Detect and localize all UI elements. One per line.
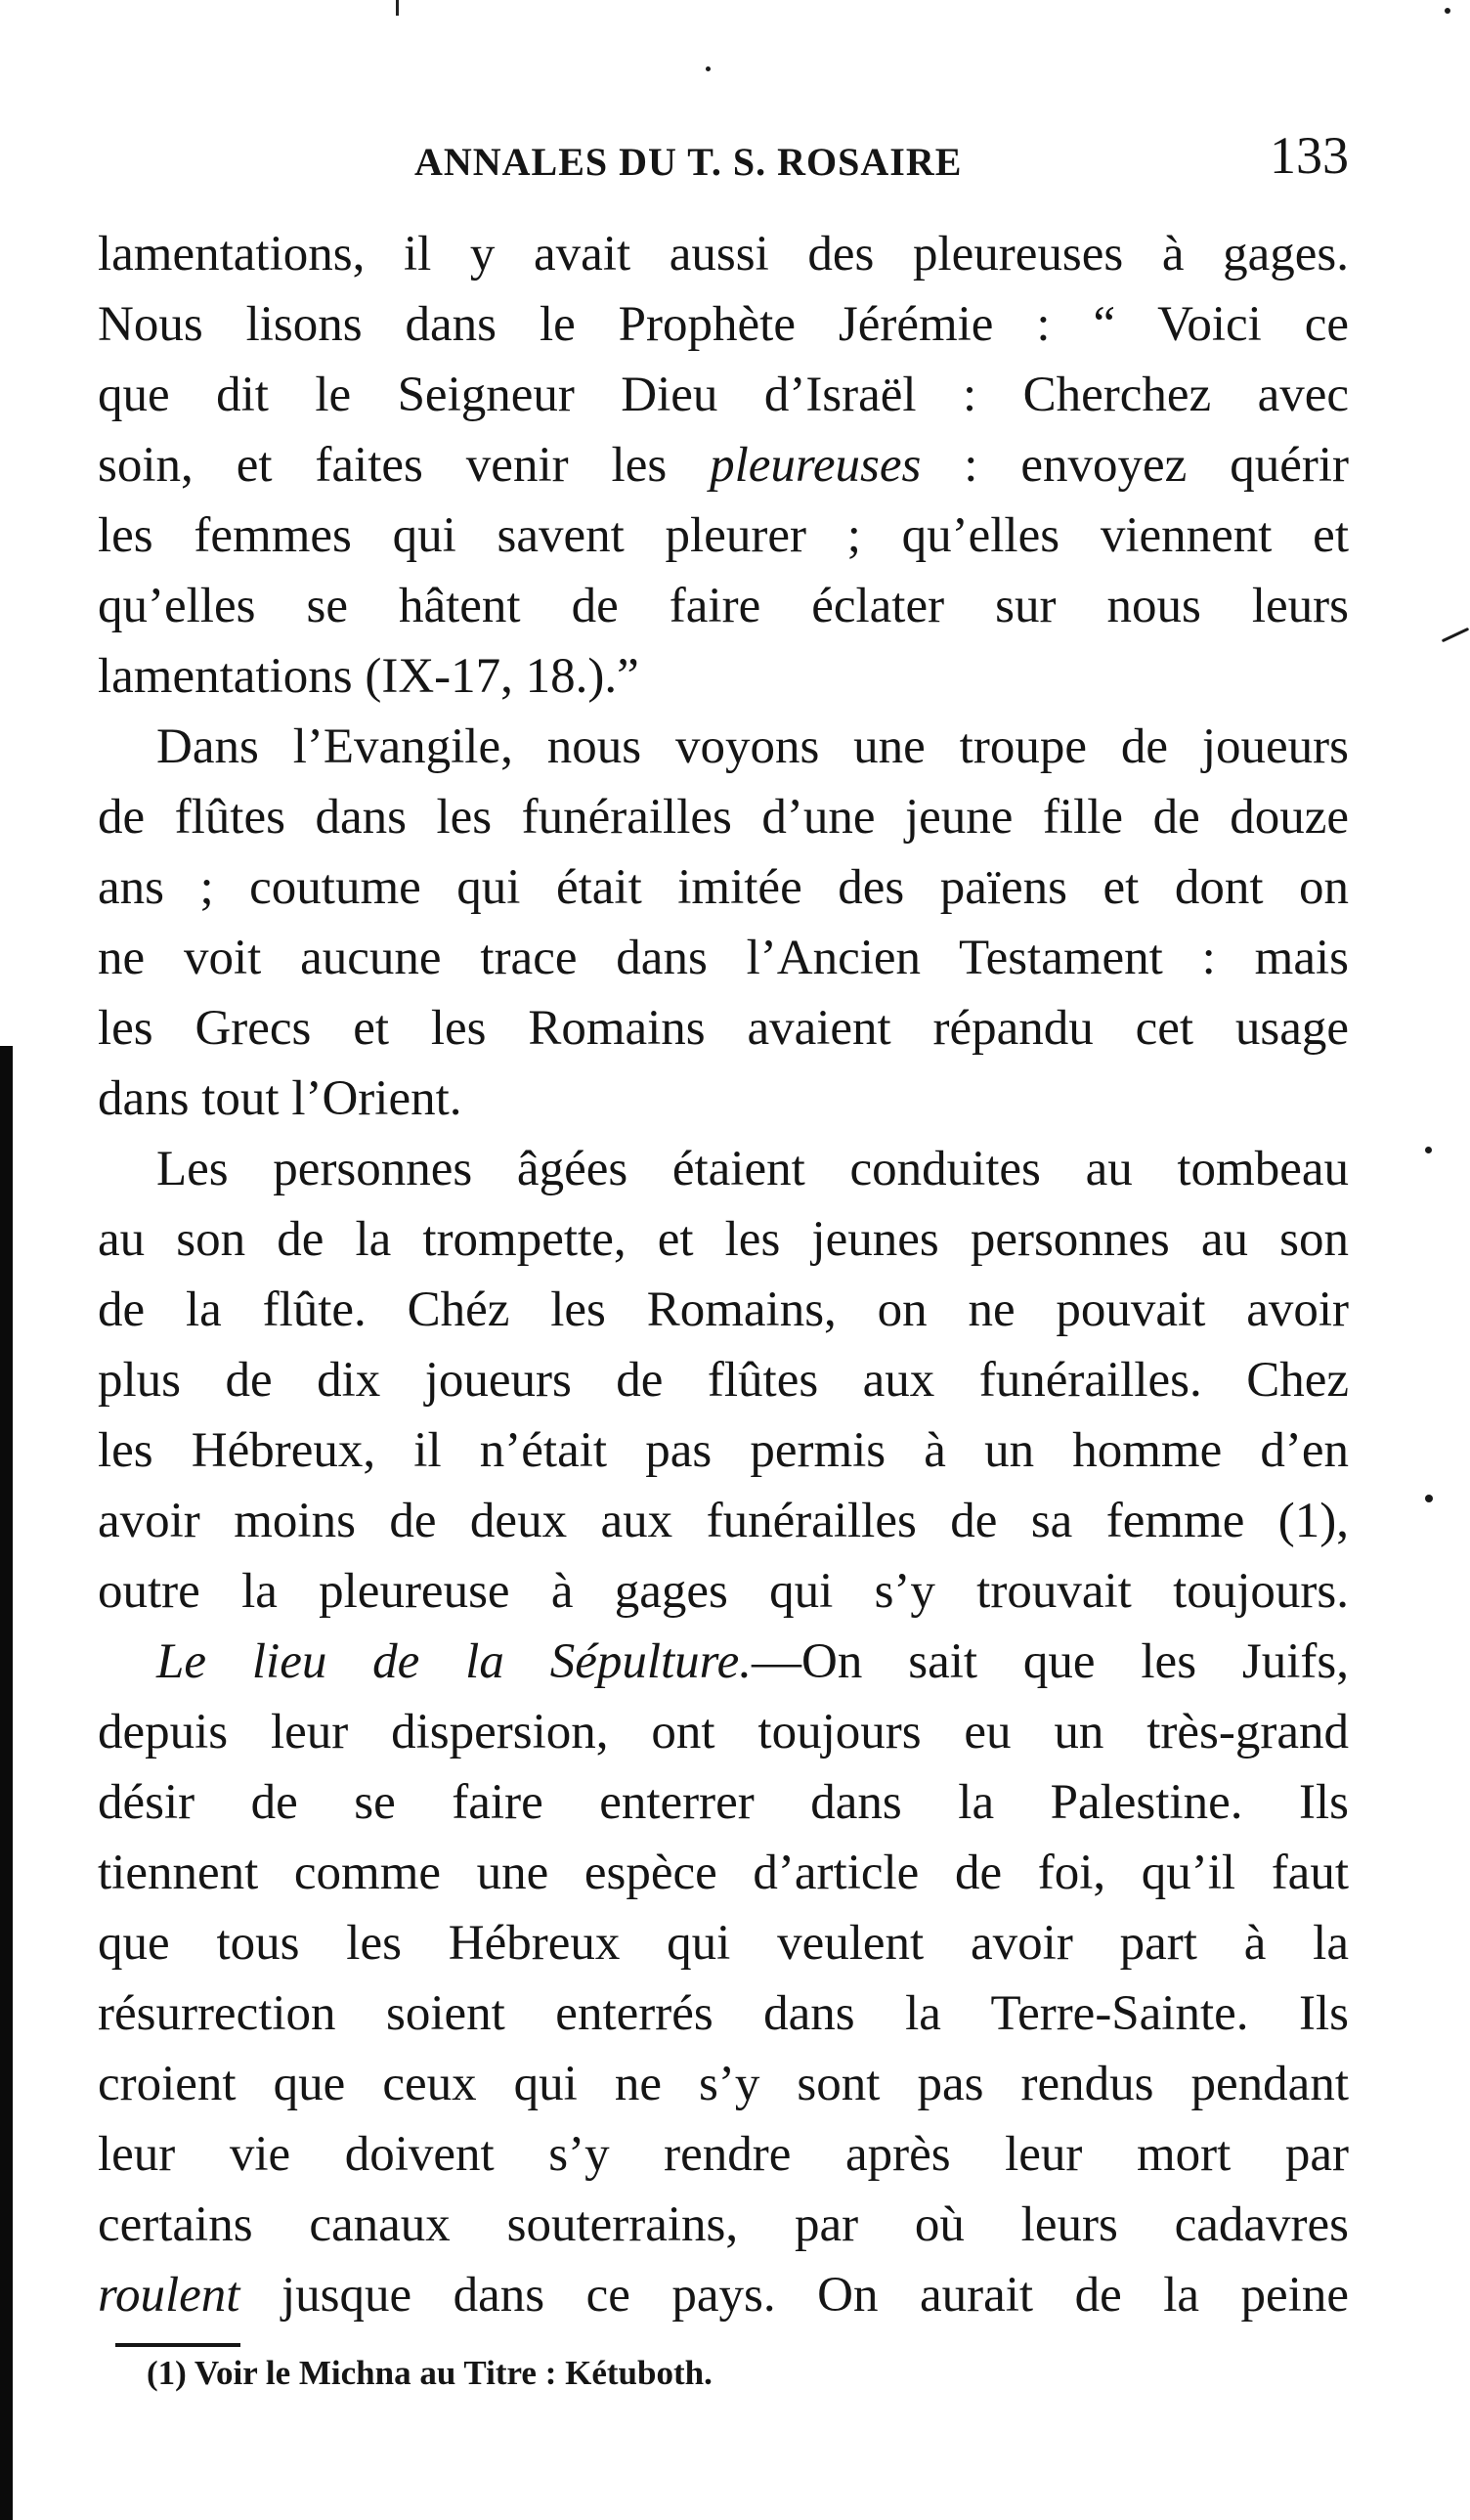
text-line: depuis leur dispersion, ont toujours eu un très-grand [98, 1705, 1349, 1760]
text-line: leur vie doivent s’y rendre après leur mort par [98, 2127, 1349, 2182]
body-text [98, 219, 1349, 2330]
text-line: tiennent comme une espèce d’article de foi, qu’il faut [98, 1846, 1349, 1900]
text-line: lamentations (IX-17, 18.).” [98, 649, 639, 704]
footnote: (1) Voir le Michna au Titre : Kétuboth. [147, 2354, 713, 2392]
text-line: ans ; coutume qui était imitée des païens et dont on [98, 860, 1349, 915]
text-line: croient que ceux qui ne s’y sont pas rendus pendant [98, 2057, 1349, 2111]
text-line: ne voit aucune trace dans l’Ancien Testament : mais [98, 931, 1349, 985]
italic-text: pleureuses [710, 438, 922, 493]
text-line: au son de la trompette, et les jeunes personnes au son [98, 1212, 1349, 1267]
text-line: résurrection soient enterrés dans la Terre-Sainte. Ils [98, 1986, 1349, 2041]
text-line: certains canaux souterrains, par où leurs cadavres [98, 2197, 1349, 2252]
page-header [98, 125, 1349, 203]
text-line: les femmes qui savent pleurer ; qu’elles viennent et [98, 508, 1349, 563]
text-line: outre la pleureuse à gages qui s’y trouvait toujours. [98, 1564, 1349, 1619]
text-line: dans tout l’Orient. [98, 1071, 462, 1126]
scan-speck [1425, 1147, 1432, 1153]
text-line: roulent jusque dans ce pays. On aurait de la peine [98, 2268, 1349, 2323]
text-line: de flûtes dans les funérailles d’une jeune fille de douze [98, 790, 1349, 845]
text-line: les Grecs et les Romains avaient répandu cet usage [98, 1001, 1349, 1056]
text-line: lamentations, il y avait aussi des pleureuses à gages. [98, 227, 1349, 282]
paragraph-first-line: Les personnes âgées étaient conduites au tombeau [156, 1142, 1349, 1196]
text-line: que dit le Seigneur Dieu d’Israël : Cherchez avec [98, 368, 1349, 422]
paragraph-first-line: Le lieu de la Sépulture.—On sait que les Juifs, [156, 1634, 1349, 1689]
running-head: ANNALES DU T. S. ROSAIRE [414, 140, 963, 184]
text-line: Nous lisons dans le Prophète Jérémie : “ Voici ce [98, 297, 1349, 352]
paragraph-first-line: Dans l’Evangile, nous voyons une troupe de joueurs [156, 719, 1349, 774]
scan-edge-left [0, 1046, 13, 2520]
scan-speck [1442, 628, 1469, 642]
text-line: les Hébreux, il n’était pas permis à un homme d’en [98, 1423, 1349, 1478]
text-line: avoir moins de deux aux funérailles de sa femme (1), [98, 1494, 1349, 1548]
text-line: désir de se faire enterrer dans la Palestine. Ils [98, 1775, 1349, 1830]
scan-speck [706, 66, 711, 71]
text-line: qu’elles se hâtent de faire éclater sur nous leurs [98, 579, 1349, 633]
text-line: que tous les Hébreux qui veulent avoir part à la [98, 1916, 1349, 1971]
page-number: 133 [1270, 126, 1349, 185]
text-line: plus de dix joueurs de flûtes aux funérailles. Chez [98, 1353, 1349, 1408]
scan-speck [1445, 8, 1450, 14]
footnote-rule [115, 2343, 240, 2347]
italic-text: roulent [98, 2268, 240, 2323]
italic-text: Le lieu de la Sépulture. [156, 1634, 753, 1689]
scan-mark-top [396, 0, 399, 16]
text-line: soin, et faites venir les pleureuses : envoyez quérir [98, 438, 1349, 493]
text-line: de la flûte. Chéz les Romains, on ne pouvait avoir [98, 1282, 1349, 1337]
scan-speck [1425, 1495, 1433, 1502]
